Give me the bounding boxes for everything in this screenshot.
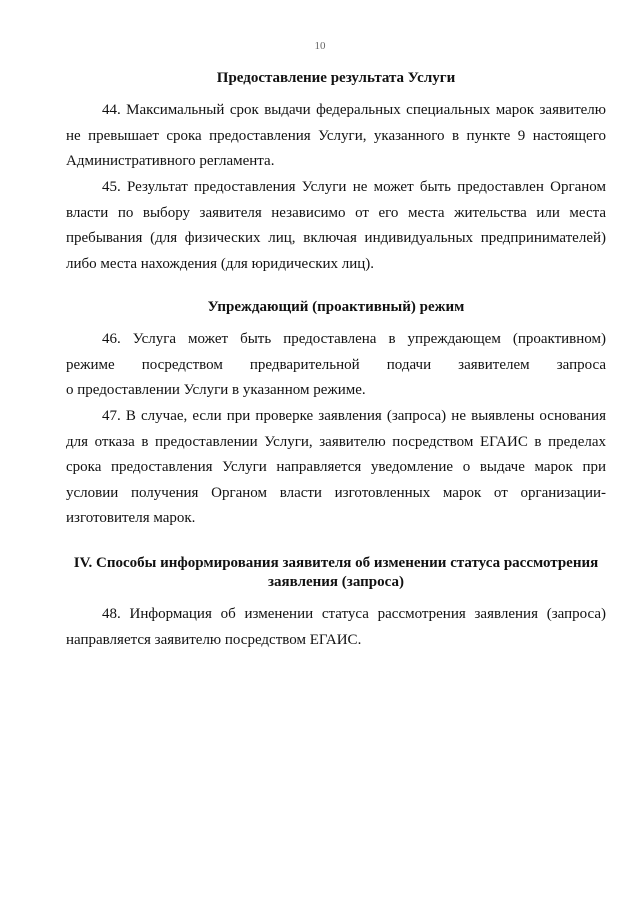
paragraph-46 [66, 327, 606, 404]
paragraph-48: 48. Информация об изменении статуса рассмотрения заявления (запроса) направляется заявителю посредством ЕГАИС. [66, 606, 606, 648]
section-heading-proactive: Упреждающий (проактивный) режим [207, 299, 465, 315]
paragraph-46-line-3: о предоставлении Услуги в указанном режиме. [66, 382, 366, 398]
paragraph-46-line-2: режиме посредством предварительной подачи заявителем запроса [66, 356, 606, 373]
section-heading-iv-line-2: заявления (запроса) [268, 574, 404, 590]
section-heading-iv-line-1: IV. Способы информирования заявителя об изменении статуса рассмотрения [73, 555, 599, 571]
paragraph-46-line-1: 46. Услуга может быть предоставлена в упреждающем (проактивном) [102, 331, 606, 347]
paragraph-45: 45. Результат предоставления Услуги не может быть предоставлен Органом власти по выбору заявителя независимо от его места жительства или места пребывания (для физических лиц, включая индивидуальных предпринимателей) либо места нахождения (для юридических лиц). [66, 179, 606, 272]
page-number: 10 [314, 40, 326, 52]
paragraph-47: 47. В случае, если при проверке заявления (запроса) не выявлены основания для отказа в предоставлении Услуги, заявителю посредством ЕГАИС в пределах срока предоставления Услуги направляется уведомление о выдаче марок при условии получения Органом власти изготовленных марок от организации-изготовителя марок. [66, 408, 606, 526]
section-heading-result: Предоставление результата Услуги [216, 70, 456, 86]
paragraph-44: 44. Максимальный срок выдачи федеральных специальных марок заявителю не превышает срока предоставления Услуги, указанного в пункте 9 настоящего Административного регламента. [66, 102, 606, 169]
